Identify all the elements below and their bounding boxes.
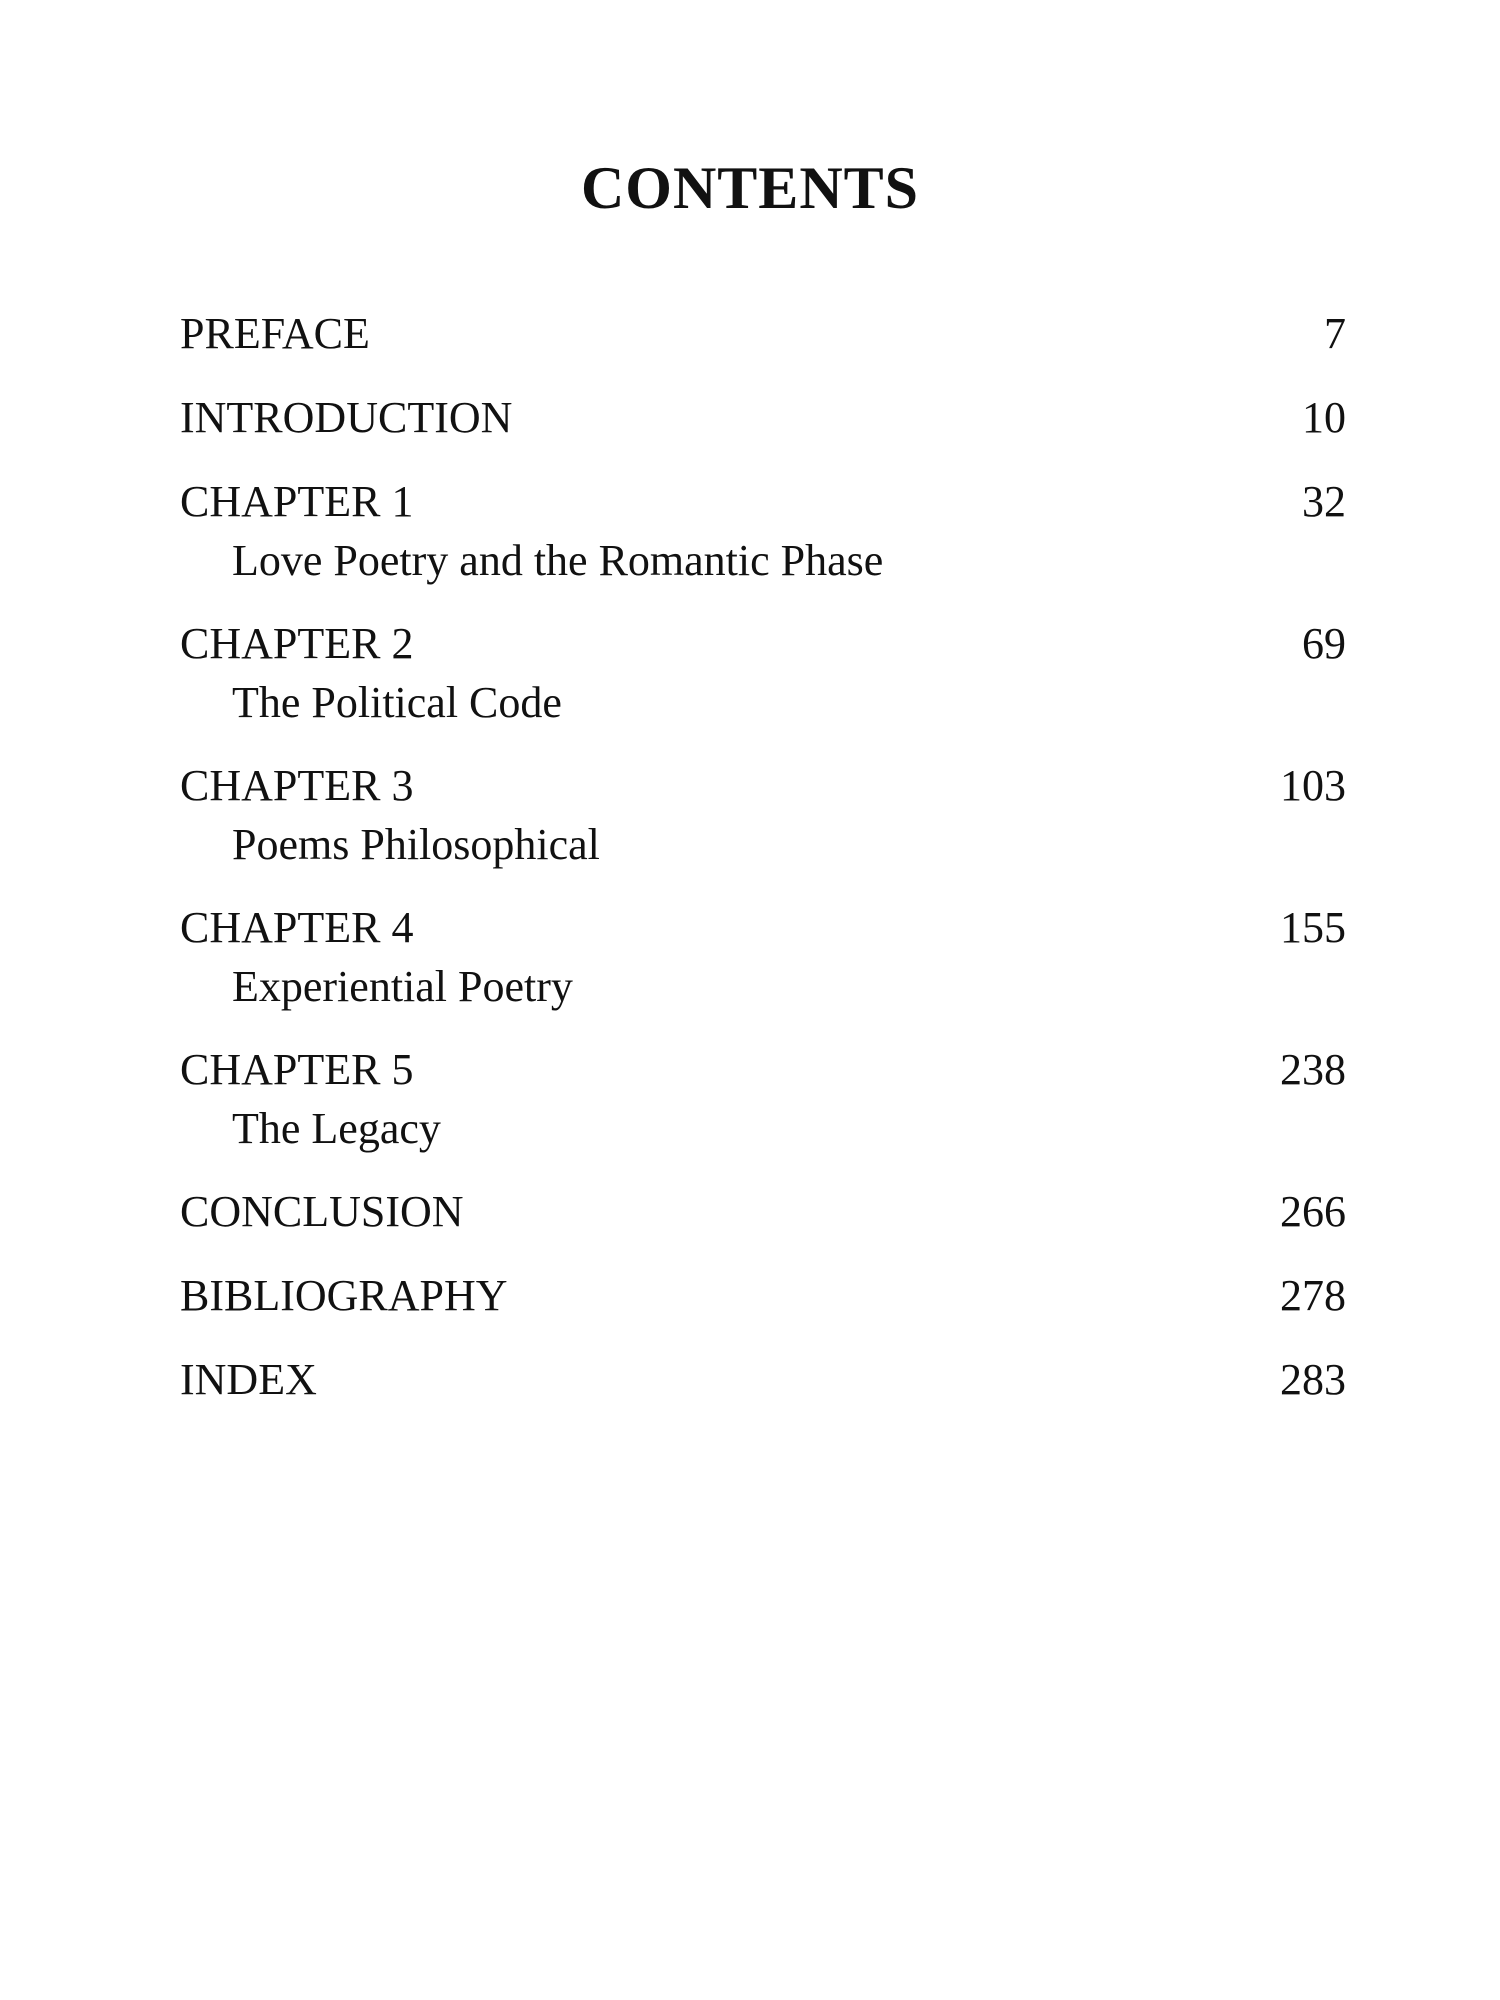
- toc-entry-page-number: 278: [1280, 1271, 1346, 1320]
- toc-entry-chapter-1[interactable]: [180, 472, 1346, 614]
- toc-entry-preface[interactable]: [180, 304, 1346, 388]
- toc-entry-page-number: 238: [1280, 1045, 1346, 1094]
- toc-entry-page-number: 32: [1302, 477, 1346, 526]
- toc-entry-chapter-4[interactable]: [180, 898, 1346, 1040]
- toc-entry-chapter-2[interactable]: [180, 614, 1346, 756]
- toc-entry-label: PREFACE: [180, 309, 370, 358]
- toc-entry-conclusion[interactable]: [180, 1182, 1346, 1266]
- toc-entry-label: CHAPTER 2: [180, 619, 414, 668]
- toc-entry-introduction[interactable]: [180, 388, 1346, 472]
- table-of-contents: [180, 304, 1346, 1434]
- toc-entry-label: CHAPTER 5: [180, 1045, 414, 1094]
- toc-entry-subtitle: Poems Philosophical: [232, 820, 600, 869]
- toc-entry-subtitle: The Political Code: [232, 678, 562, 727]
- toc-entry-index[interactable]: [180, 1350, 1346, 1434]
- toc-entry-label: CHAPTER 3: [180, 761, 414, 810]
- toc-entry-label: INTRODUCTION: [180, 393, 513, 442]
- toc-entry-chapter-5[interactable]: [180, 1040, 1346, 1182]
- toc-entry-page-number: 266: [1280, 1187, 1346, 1236]
- toc-entry-page-number: 7: [1324, 309, 1346, 358]
- toc-entry-label: BIBLIOGRAPHY: [180, 1271, 508, 1320]
- toc-entry-subtitle: Love Poetry and the Romantic Phase: [232, 536, 884, 585]
- toc-entry-page-number: 155: [1280, 903, 1346, 952]
- toc-entry-label: CHAPTER 4: [180, 903, 414, 952]
- toc-entry-chapter-3[interactable]: [180, 756, 1346, 898]
- toc-entry-label: CONCLUSION: [180, 1187, 464, 1236]
- toc-entry-page-number: 69: [1302, 619, 1346, 668]
- toc-entry-page-number: 103: [1280, 761, 1346, 810]
- toc-entry-bibliography[interactable]: [180, 1266, 1346, 1350]
- toc-entry-label: CHAPTER 1: [180, 477, 414, 526]
- toc-entry-page-number: 10: [1302, 393, 1346, 442]
- toc-entry-page-number: 283: [1280, 1355, 1346, 1404]
- toc-entry-label: INDEX: [180, 1355, 317, 1404]
- toc-entry-subtitle: The Legacy: [232, 1104, 441, 1153]
- page-title: CONTENTS: [580, 155, 920, 221]
- toc-entry-subtitle: Experiential Poetry: [232, 962, 573, 1011]
